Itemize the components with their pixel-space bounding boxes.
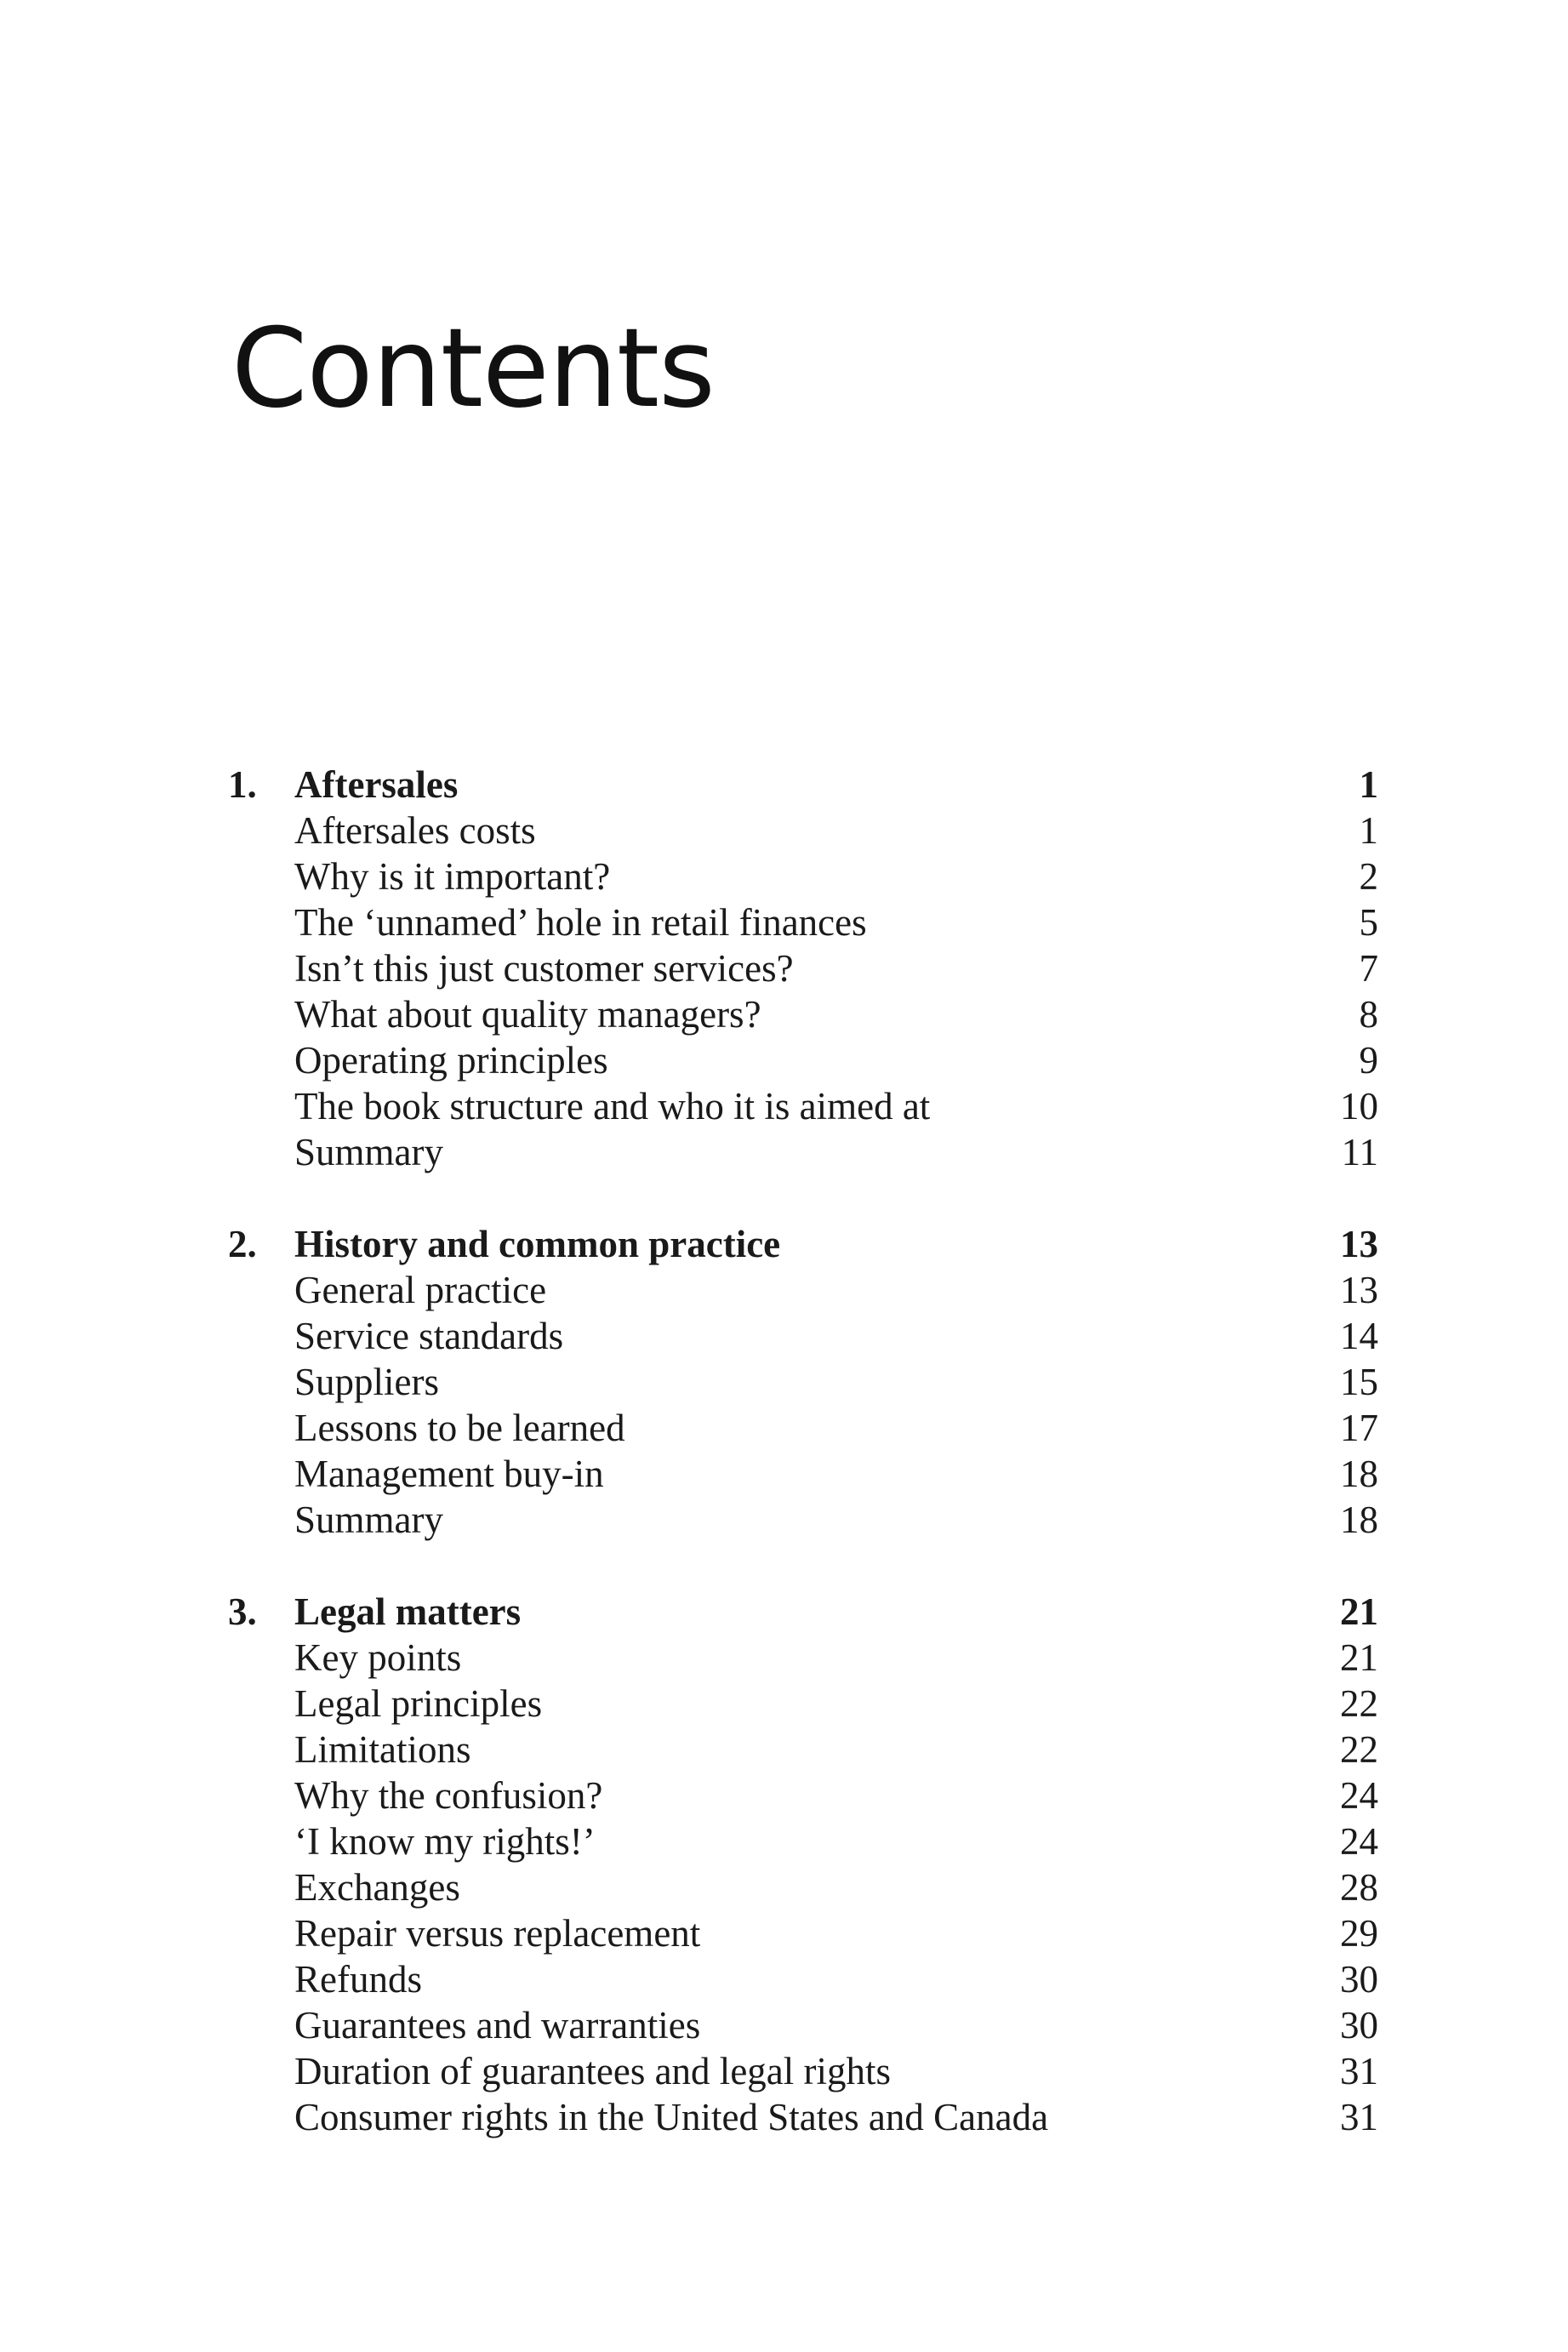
section-page-number: 28 — [1340, 1866, 1378, 1909]
toc-chapter-row[interactable] — [228, 762, 1378, 808]
toc-section-row[interactable] — [228, 1313, 1378, 1359]
toc-section-row[interactable] — [228, 1818, 1378, 1864]
toc-section-row[interactable] — [228, 899, 1378, 945]
section-page-number: 24 — [1340, 1774, 1378, 1817]
section-page-number: 31 — [1340, 2050, 1378, 2092]
section-page-number: 2 — [1359, 855, 1378, 898]
section-page-number: 15 — [1340, 1361, 1378, 1403]
section-title: Suppliers — [294, 1361, 440, 1403]
toc-section-row[interactable] — [228, 1864, 1378, 1910]
section-title: Why is it important? — [294, 855, 611, 898]
section-page-number: 29 — [1340, 1912, 1378, 1955]
chapter-title: Aftersales — [294, 763, 459, 806]
section-title: Limitations — [294, 1728, 471, 1771]
page-title: Contents — [231, 305, 715, 432]
section-page-number: 9 — [1359, 1039, 1378, 1082]
section-title: Operating principles — [294, 1039, 608, 1082]
section-title: Key points — [294, 1636, 462, 1679]
section-page-number: 1 — [1359, 809, 1378, 852]
section-title: Exchanges — [294, 1866, 460, 1909]
section-page-number: 7 — [1359, 947, 1378, 990]
toc-section-row[interactable] — [228, 1405, 1378, 1451]
section-title: Summary — [294, 1131, 443, 1173]
toc-section-row[interactable] — [228, 2002, 1378, 2048]
chapter-page-number: 21 — [1340, 1590, 1378, 1633]
chapter-title: Legal matters — [294, 1590, 522, 1633]
section-title: Lessons to be learned — [294, 1407, 625, 1449]
table-of-contents — [228, 762, 1378, 2186]
section-page-number: 14 — [1340, 1315, 1378, 1357]
toc-section-row[interactable] — [228, 1497, 1378, 1543]
chapter-page-number: 1 — [1359, 763, 1378, 806]
toc-section-row[interactable] — [228, 991, 1378, 1037]
toc-section-row[interactable] — [228, 1267, 1378, 1313]
section-page-number: 22 — [1340, 1728, 1378, 1771]
section-page-number: 8 — [1359, 993, 1378, 1036]
section-page-number: 5 — [1359, 901, 1378, 944]
toc-section-row[interactable] — [228, 1359, 1378, 1405]
section-page-number: 11 — [1341, 1131, 1378, 1173]
toc-section-row[interactable] — [228, 1037, 1378, 1083]
section-page-number: 30 — [1340, 1958, 1378, 2001]
section-page-number: 17 — [1340, 1407, 1378, 1449]
section-title: Service standards — [294, 1315, 564, 1357]
section-page-number: 30 — [1340, 2004, 1378, 2047]
section-page-number: 18 — [1340, 1453, 1378, 1495]
section-page-number: 10 — [1340, 1085, 1378, 1127]
section-title: Management buy-in — [294, 1453, 604, 1495]
chapter-number: 2. — [228, 1223, 257, 1265]
section-title: Consumer rights in the United States and Canada — [294, 2096, 1049, 2138]
toc-section-row[interactable] — [228, 1773, 1378, 1818]
toc-section-row[interactable] — [228, 1681, 1378, 1727]
toc-section-row[interactable] — [228, 808, 1378, 853]
chapter-title: History and common practice — [294, 1223, 781, 1265]
chapter-3 — [228, 1589, 1378, 2140]
toc-section-row[interactable] — [228, 1451, 1378, 1497]
section-page-number: 21 — [1340, 1636, 1378, 1679]
section-title: Refunds — [294, 1958, 422, 2001]
chapter-2 — [228, 1221, 1378, 1543]
section-page-number: 18 — [1340, 1499, 1378, 1541]
section-title: Isn’t this just customer services? — [294, 947, 794, 990]
section-title: Duration of guarantees and legal rights — [294, 2050, 892, 2092]
toc-section-row[interactable] — [228, 853, 1378, 899]
section-title: Legal principles — [294, 1682, 543, 1725]
toc-chapter-row[interactable] — [228, 1589, 1378, 1635]
section-page-number: 22 — [1340, 1682, 1378, 1725]
section-page-number: 31 — [1340, 2096, 1378, 2138]
section-title: What about quality managers? — [294, 993, 761, 1036]
section-title: Summary — [294, 1499, 443, 1541]
section-title: The book structure and who it is aimed at — [294, 1085, 931, 1127]
toc-section-row[interactable] — [228, 1727, 1378, 1773]
section-page-number: 24 — [1340, 1820, 1378, 1863]
toc-section-row[interactable] — [228, 1083, 1378, 1129]
toc-chapter-row[interactable] — [228, 1221, 1378, 1267]
chapter-number: 3. — [228, 1590, 257, 1633]
section-title: ‘I know my rights!’ — [294, 1820, 596, 1863]
toc-section-row[interactable] — [228, 2048, 1378, 2094]
section-title: The ‘unnamed’ hole in retail finances — [294, 901, 867, 944]
toc-section-row[interactable] — [228, 2094, 1378, 2140]
section-title: Repair versus replacement — [294, 1912, 701, 1955]
toc-section-row[interactable] — [228, 1956, 1378, 2002]
section-page-number: 13 — [1340, 1269, 1378, 1311]
toc-section-row[interactable] — [228, 1635, 1378, 1681]
toc-section-row[interactable] — [228, 1910, 1378, 1956]
section-title: Aftersales costs — [294, 809, 536, 852]
chapter-page-number: 13 — [1340, 1223, 1378, 1265]
toc-section-row[interactable] — [228, 945, 1378, 991]
section-title: General practice — [294, 1269, 547, 1311]
section-title: Why the confusion? — [294, 1774, 603, 1817]
section-title: Guarantees and warranties — [294, 2004, 701, 2047]
toc-section-row[interactable] — [228, 1129, 1378, 1175]
chapter-number: 1. — [228, 763, 257, 806]
chapter-1 — [228, 762, 1378, 1175]
